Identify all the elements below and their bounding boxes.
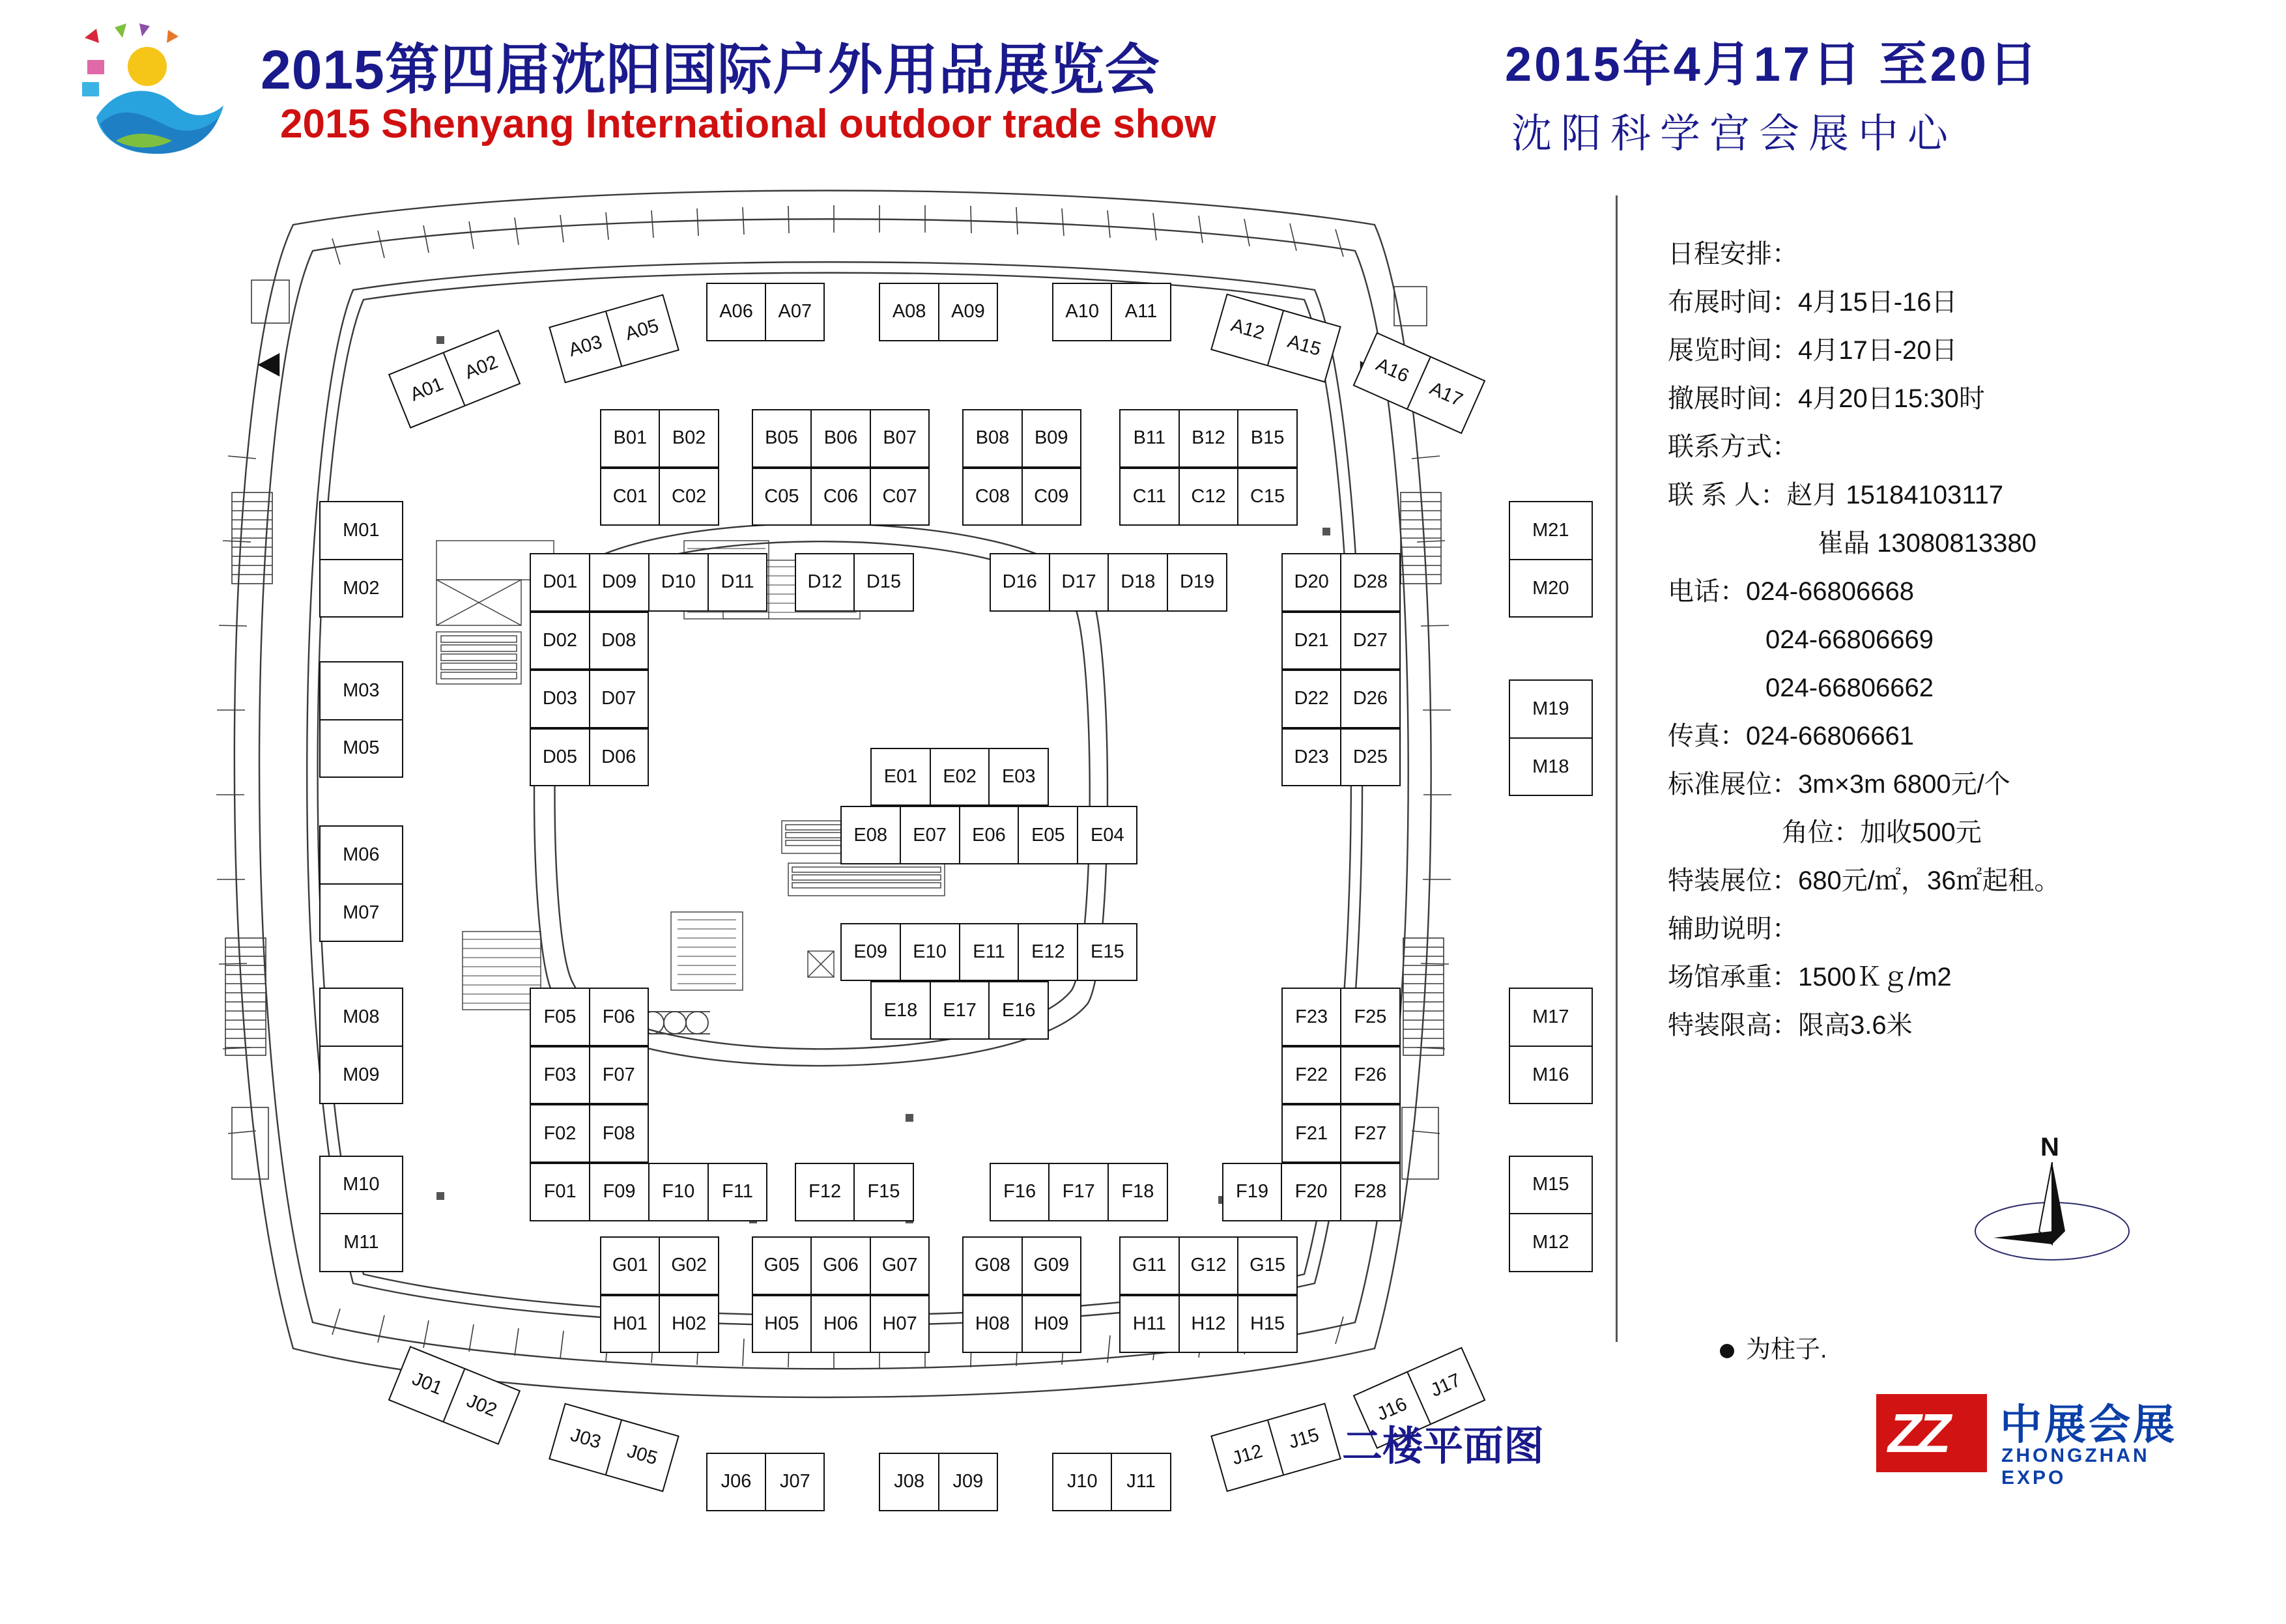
booth-cell[interactable]: M01 [343,520,380,541]
booth-cell[interactable]: J05 [606,1420,678,1490]
booth-cell[interactable]: B15 [1237,410,1296,466]
event-logo-icon [77,20,246,169]
booth-cell[interactable]: D09 [589,554,648,610]
booth-cell[interactable]: C15 [1237,469,1296,525]
legend-column-note [1720,1329,1827,1365]
booth-cell[interactable]: J15 [1268,1404,1339,1474]
booth-cell[interactable]: D07 [589,671,648,727]
booth-block[interactable] [870,748,1049,806]
booth-cell[interactable]: F19 [1236,1181,1268,1203]
booth-block[interactable] [962,1236,1081,1295]
booth-cell[interactable]: D25 [1340,730,1399,786]
booth-cell[interactable]: E07 [900,807,959,863]
booth-cell[interactable]: C09 [1022,469,1080,525]
booth-cell[interactable]: D12 [807,571,842,593]
booth-block[interactable] [840,923,1138,982]
booth-cell[interactable]: H02 [659,1296,717,1352]
booth-block[interactable] [990,553,1227,612]
booth-cell[interactable]: A17 [1407,358,1483,433]
booth-block[interactable] [530,1046,649,1105]
booth-cell[interactable]: A09 [938,284,997,340]
booth-cell[interactable]: G01 [612,1255,648,1276]
booth-cell[interactable]: G09 [1022,1238,1080,1294]
booth-cell[interactable]: A08 [892,301,926,322]
booth-cell[interactable]: E11 [959,924,1018,980]
info-line: 撤展时间：4月20日15:30时 [1668,384,1985,413]
booth-block[interactable] [752,409,930,468]
booth-cell[interactable]: D19 [1167,554,1226,610]
booth-cell[interactable]: F22 [1295,1064,1328,1086]
booth-block[interactable] [1281,1104,1401,1163]
booth-block[interactable] [1281,612,1401,670]
booth-cell[interactable]: E03 [988,749,1048,805]
booth-cell[interactable]: C11 [1132,486,1166,507]
booth-cell[interactable]: D22 [1294,688,1329,709]
booth-block[interactable] [600,468,719,526]
booth-block[interactable] [879,283,998,341]
info-line: 024-66806662 [1765,674,1934,702]
booth-cell[interactable]: C12 [1179,469,1238,525]
booth-block[interactable] [870,981,1049,1040]
floor-plan-title: 二楼平面图 [1342,1424,1545,1469]
booth-block[interactable] [530,670,649,728]
booth-cell[interactable]: A01 [407,373,446,406]
compass-north-label: N [2040,1133,2059,1161]
booth-cell[interactable]: M07 [321,883,402,941]
info-line: 联 系 人：赵月 15184103117 [1668,481,2004,509]
booth-cell[interactable]: E10 [900,924,959,980]
booth-cell[interactable]: F03 [543,1064,577,1086]
booth-cell[interactable]: D28 [1340,554,1399,610]
booth-block[interactable] [1281,670,1401,728]
booth-block[interactable] [530,1104,649,1163]
booth-cell[interactable]: C08 [975,486,1010,507]
booth-cell[interactable]: E06 [959,807,1018,863]
booth-cell[interactable]: E16 [988,982,1048,1038]
booth-cell[interactable]: E17 [930,982,989,1038]
booth-cell[interactable]: M16 [1510,1046,1592,1104]
booth-block[interactable] [600,409,719,468]
booth-block[interactable] [752,1236,930,1295]
booth-cell[interactable]: F17 [1048,1164,1107,1220]
booth-cell[interactable]: E02 [930,749,989,805]
booth-cell[interactable]: E12 [1018,924,1077,980]
booth-cell[interactable]: D02 [542,629,578,651]
booth-block[interactable] [1509,501,1593,618]
booth-cell[interactable]: D26 [1340,671,1399,727]
info-line: 电话：024-66806668 [1668,577,1915,606]
info-line: 角位：加收500元 [1782,818,1982,847]
booth-cell[interactable]: A03 [567,332,605,362]
booth-cell[interactable]: D11 [707,554,767,610]
booth-cell[interactable]: G06 [810,1238,870,1294]
booth-cell[interactable]: B08 [975,427,1010,449]
booth-cell[interactable]: H15 [1237,1296,1296,1352]
booth-cell[interactable]: M03 [343,679,380,701]
booth-block[interactable] [530,728,649,787]
booth-block[interactable] [962,468,1081,526]
booth-block[interactable] [1281,553,1401,612]
booth-cell[interactable]: F20 [1281,1164,1340,1220]
booth-cell[interactable]: D05 [542,747,578,768]
booth-cell[interactable]: J10 [1066,1471,1098,1492]
booth-cell[interactable]: H09 [1022,1296,1080,1352]
booth-cell[interactable]: F27 [1340,1105,1399,1161]
booth-cell[interactable]: E05 [1018,807,1077,863]
booth-cell[interactable]: J06 [721,1471,752,1492]
booth-block[interactable] [795,1163,914,1221]
booth-cell[interactable]: B09 [1022,410,1080,466]
booth-cell[interactable]: H08 [975,1313,1010,1334]
booth-cell[interactable]: H07 [870,1296,929,1352]
booth-cell[interactable]: F01 [543,1181,577,1203]
info-line: 传真：024-66806661 [1668,722,1915,750]
booth-block[interactable] [1052,283,1171,341]
booth-cell[interactable]: C07 [870,469,929,525]
booth-block[interactable] [962,409,1081,468]
logo-zz-mark: ZZ [1888,1403,1947,1464]
booth-cell[interactable]: H12 [1179,1296,1238,1352]
booth-block[interactable] [752,468,930,526]
booth-cell[interactable]: F12 [808,1181,842,1203]
booth-block[interactable] [1119,409,1298,468]
booth-cell[interactable]: E15 [1077,924,1136,980]
booth-cell[interactable]: E18 [883,999,918,1021]
column-dot-icon [1720,1344,1734,1358]
booth-cell[interactable]: M19 [1532,698,1569,719]
booth-block[interactable] [962,1295,1081,1354]
booth-block[interactable] [530,988,649,1046]
info-line: 场馆承重：1500Ｋｇ/m2 [1668,963,1952,991]
booth-cell[interactable]: G12 [1179,1238,1238,1294]
booth-cell[interactable]: E04 [1077,807,1136,863]
booth-block[interactable] [530,553,767,612]
booth-cell[interactable]: M21 [1532,520,1569,541]
booth-block[interactable] [319,825,403,942]
booth-cell[interactable]: D27 [1340,613,1399,669]
booth-cell[interactable]: H11 [1132,1313,1166,1334]
booth-block[interactable] [795,553,914,612]
booth-cell[interactable]: F09 [589,1164,648,1220]
booth-cell[interactable]: A16 [1372,354,1412,388]
booth-block[interactable] [319,661,403,778]
booth-cell[interactable]: M20 [1510,559,1592,617]
booth-cell[interactable]: D16 [1002,571,1037,593]
booth-cell[interactable]: D08 [589,613,648,669]
booth-block[interactable] [1509,988,1593,1104]
booth-cell[interactable]: F16 [1003,1181,1036,1203]
booth-cell[interactable]: D15 [853,554,912,610]
booth-cell[interactable]: J07 [765,1454,823,1510]
booth-cell[interactable]: F11 [707,1164,767,1220]
floor-plan [98,176,1616,1537]
info-line: 辅助说明： [1668,915,1798,943]
booth-cell[interactable]: B06 [810,410,870,466]
booth-block[interactable] [1119,1236,1298,1295]
booth-cell[interactable]: C02 [659,469,717,525]
booth-cell[interactable]: D06 [589,730,648,786]
booth-block[interactable] [879,1453,998,1511]
booth-cell[interactable]: G07 [870,1238,929,1294]
logo-name-cn: 中展会展 [2000,1401,2177,1448]
booth-cell[interactable]: A07 [765,284,823,340]
booth-cell[interactable]: M02 [321,559,402,617]
booth-block[interactable] [1509,679,1593,796]
booth-block[interactable] [752,1295,930,1354]
booth-cell[interactable]: J17 [1407,1348,1483,1423]
booth-cell[interactable]: M08 [343,1006,380,1027]
booth-cell[interactable]: E01 [883,765,918,787]
legend-label: 为柱子. [1746,1336,1827,1363]
booth-cell[interactable]: J03 [568,1424,604,1453]
booth-block[interactable] [600,1236,719,1295]
booth-cell[interactable]: H01 [612,1313,648,1334]
booth-cell[interactable]: A02 [443,331,519,405]
booth-cell[interactable]: G11 [1132,1255,1167,1276]
booth-cell[interactable]: D01 [543,571,578,593]
compass-icon [1967,1133,2137,1283]
booth-cell[interactable]: J01 [408,1369,446,1400]
booth-cell[interactable]: A06 [719,301,753,322]
booth-cell[interactable]: D03 [542,688,578,709]
booth-block[interactable] [319,501,403,618]
booth-cell[interactable]: M18 [1510,737,1592,795]
info-line: 展览时间：4月17日-20日 [1668,336,1958,365]
booth-block[interactable] [1119,468,1298,526]
booth-cell[interactable]: M15 [1532,1174,1569,1195]
booth-cell[interactable]: F06 [589,989,648,1045]
booth-cell[interactable]: A05 [606,296,678,365]
booth-cell[interactable]: D10 [648,554,707,610]
booth-cell[interactable]: M17 [1532,1006,1569,1027]
booth-cell[interactable]: F07 [589,1047,648,1104]
booth-cell[interactable]: J16 [1373,1393,1410,1425]
booth-cell[interactable]: C06 [810,469,870,525]
booth-cell[interactable]: D20 [1294,571,1329,593]
info-line: 024-66806669 [1765,625,1934,654]
page-header [0,0,2286,182]
booth-cell[interactable]: H06 [810,1296,870,1352]
booth-block[interactable] [1222,1163,1401,1221]
sponsor-logo [1876,1388,2215,1489]
info-line: 特装展位：680元/㎡，36㎡起租。 [1668,866,2061,895]
booth-cell[interactable]: F15 [853,1164,912,1220]
booth-cell[interactable]: F21 [1295,1122,1328,1144]
booth-cell[interactable]: G02 [659,1238,717,1294]
info-line: 崔晶 13080813380 [1818,529,2036,558]
info-line: 标准展位：3m×3m 6800元/个 [1668,770,2010,799]
booth-cell[interactable]: D21 [1294,629,1329,651]
booth-block[interactable] [600,1295,719,1354]
booth-cell[interactable]: J12 [1230,1440,1266,1470]
event-venue: 沈阳科学宫会展中心 [1511,111,1958,156]
booth-cell[interactable]: D23 [1294,747,1329,768]
booth-cell[interactable]: F10 [648,1164,707,1220]
booth-cell[interactable]: F08 [589,1105,648,1161]
booth-cell[interactable]: G05 [764,1255,800,1276]
booth-cell[interactable]: M10 [343,1174,380,1195]
booth-cell[interactable]: C01 [612,486,648,507]
booth-cell[interactable]: G08 [975,1255,1010,1276]
booth-cell[interactable]: F28 [1340,1164,1399,1220]
booth-cell[interactable]: F23 [1295,1006,1328,1027]
booth-cell[interactable]: B05 [765,427,799,449]
info-line: 特装限高：限高3.6米 [1668,1011,1913,1040]
booth-cell[interactable]: J02 [443,1369,519,1443]
booth-cell[interactable]: E08 [853,824,887,846]
vertical-divider [1616,195,1618,1342]
booth-block[interactable] [1509,1156,1593,1272]
info-line: 日程安排： [1668,240,1798,268]
booth-cell[interactable]: A10 [1065,301,1100,322]
booth-block[interactable] [840,806,1138,864]
booth-cell[interactable]: M05 [321,719,402,777]
booth-block[interactable] [1119,1295,1298,1354]
booth-cell[interactable]: M11 [321,1213,402,1271]
booth-cell[interactable]: B12 [1179,410,1238,466]
booth-cell[interactable]: J09 [938,1454,997,1510]
booth-cell[interactable]: B01 [613,427,648,449]
event-date: 2015年4月17日 至20日 [1505,37,2040,91]
booth-block[interactable] [319,1156,403,1272]
booth-cell[interactable]: F05 [543,1006,577,1027]
booth-block[interactable] [319,988,403,1104]
booth-cell[interactable]: B02 [659,410,717,466]
booth-block[interactable] [706,1453,825,1511]
booth-block[interactable] [1052,1453,1171,1511]
booth-block[interactable] [1281,1046,1401,1105]
booth-cell[interactable]: F25 [1340,989,1399,1045]
booth-cell[interactable]: A15 [1268,311,1339,380]
booth-cell[interactable]: B11 [1133,427,1166,449]
booth-cell[interactable]: A12 [1229,315,1267,345]
booth-cell[interactable]: D18 [1107,554,1167,610]
booth-cell[interactable]: F26 [1340,1047,1399,1104]
page-title-cn: 2015第四届沈阳国际户外用品展览会 [261,39,1160,100]
booth-cell[interactable]: G15 [1237,1238,1296,1294]
logo-name-en: ZHONGZHAN EXPO [2001,1445,2150,1489]
booth-cell[interactable]: A11 [1111,284,1169,340]
booth-cell[interactable]: F02 [543,1122,577,1144]
booth-block[interactable] [1281,988,1401,1046]
booth-block[interactable] [530,1163,767,1221]
info-line: 布展时间：4月15日-16日 [1668,288,1958,317]
booth-cell[interactable]: B07 [870,410,929,466]
booth-cell[interactable]: M12 [1510,1213,1592,1271]
booth-cell[interactable]: J08 [894,1471,924,1492]
booth-block[interactable] [1281,728,1401,787]
booth-cell[interactable]: C05 [764,486,799,507]
booth-cell[interactable]: D17 [1049,554,1108,610]
booth-block[interactable] [530,612,649,670]
booth-block[interactable] [706,283,825,341]
booth-cell[interactable]: F18 [1107,1164,1167,1220]
page-title-en: 2015 Shenyang International outdoor trade show [280,102,1216,147]
info-line: 联系方式： [1668,433,1798,461]
booth-cell[interactable]: E09 [853,941,887,962]
booth-cell[interactable]: M09 [321,1046,402,1104]
booth-block[interactable] [990,1163,1168,1221]
event-info-panel [1668,241,2254,1061]
booth-cell[interactable]: J11 [1111,1454,1169,1510]
booth-cell[interactable]: H05 [764,1313,799,1334]
booth-cell[interactable]: M06 [343,844,380,865]
